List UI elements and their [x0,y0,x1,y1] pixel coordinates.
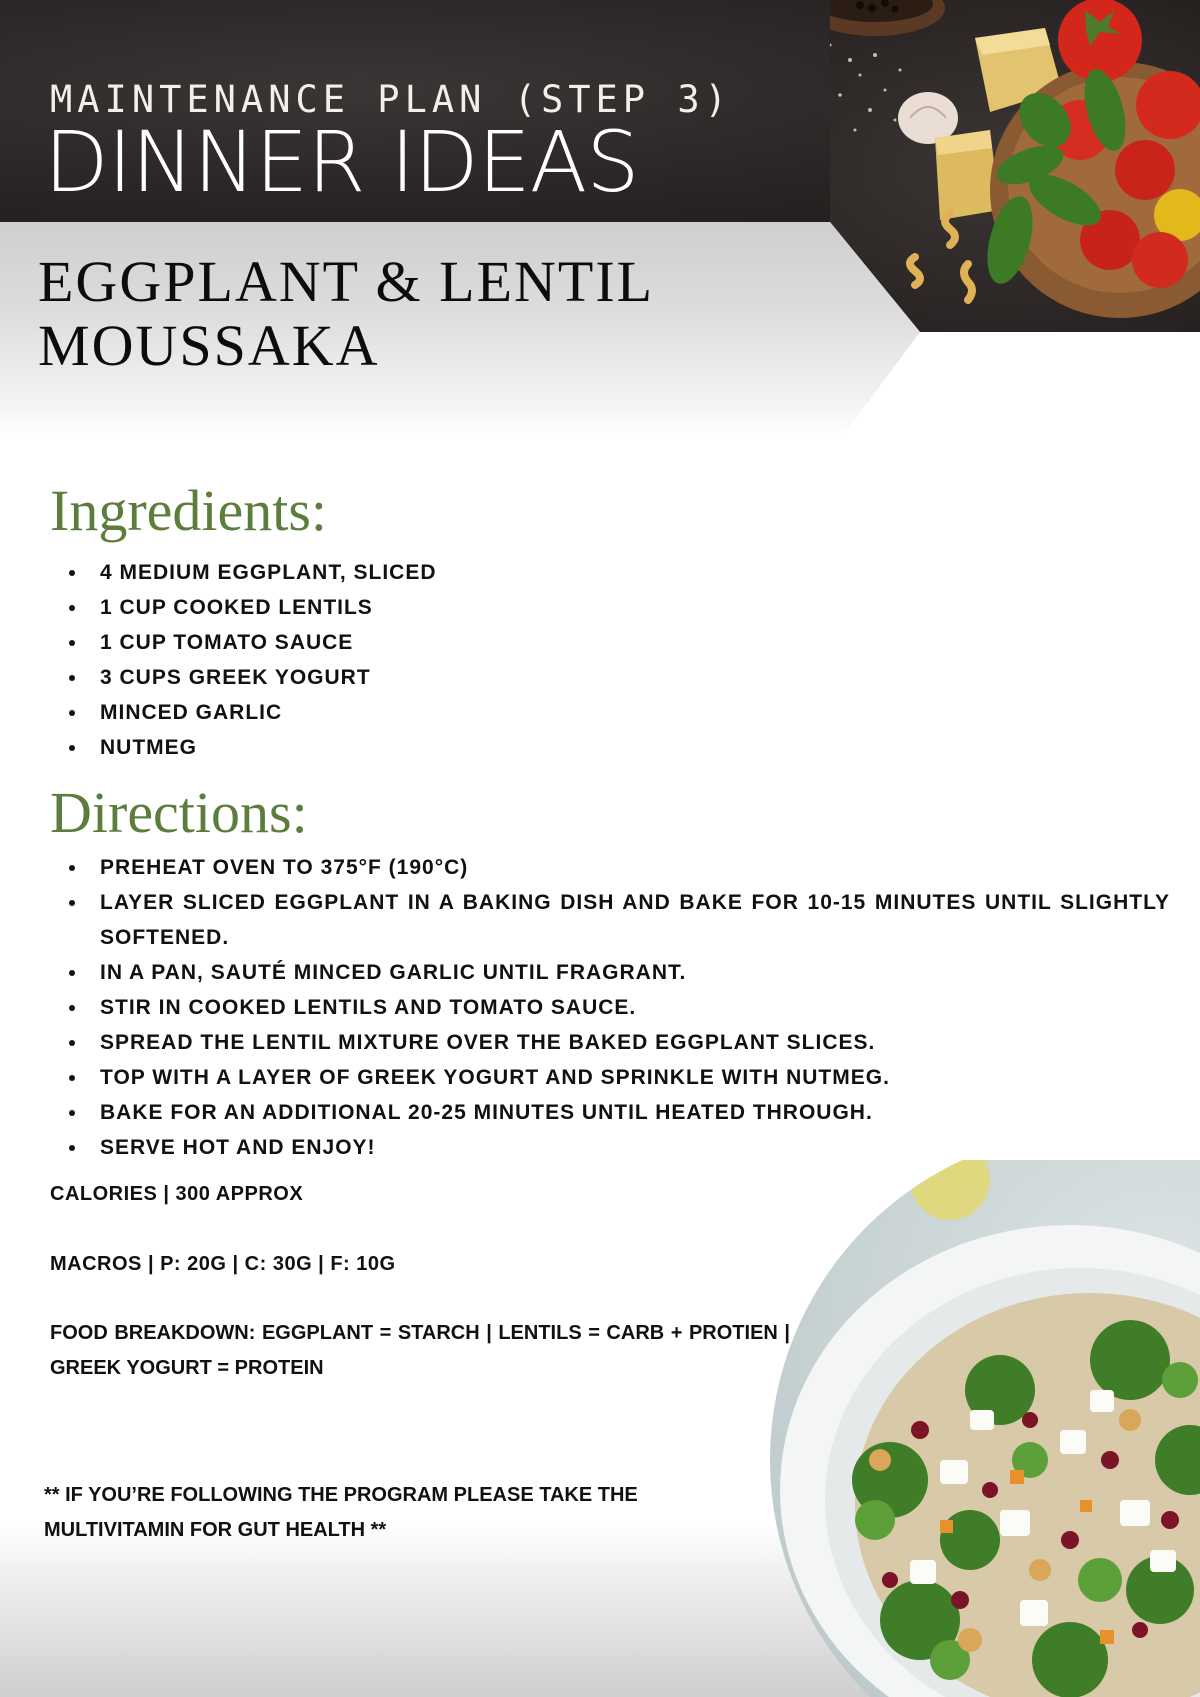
ingredient-item: • 4 MEDIUM EGGPLANT, SLICED [88,555,988,590]
direction-step: • SERVE HOT AND ENJOY! [88,1130,1170,1165]
direction-step: • SPREAD THE LENTIL MIXTURE OVER THE BAKED EGGPLANT SLICES. [88,1025,1170,1060]
directions-heading: Directions: [50,780,308,845]
plan-eyebrow: MAINTENANCE PLAN (STEP 3) [50,78,732,121]
ingredient-item: • 1 CUP COOKED LENTILS [88,590,988,625]
calories-info: CALORIES | 300 APPROX [50,1183,304,1205]
ingredient-item: • MINCED GARLIC [88,695,988,730]
recipe-title-line2: MOUSSAKA [38,313,380,378]
ingredient-item: • 1 CUP TOMATO SAUCE [88,625,988,660]
direction-step: • BAKE FOR AN ADDITIONAL 20-25 MINUTES UNTIL HEATED THROUGH. [88,1095,1170,1130]
directions-list [50,850,1170,1165]
direction-step: • STIR IN COOKED LENTILS AND TOMATO SAUCE. [88,990,1170,1025]
salad-bowl-photo [770,1160,1200,1697]
direction-step: • TOP WITH A LAYER OF GREEK YOGURT AND SPRINKLE WITH NUTMEG. [88,1060,1170,1095]
recipe-title [38,250,654,378]
macros-info: MACROS | P: 20G | C: 30G | F: 10G [50,1253,396,1275]
ingredient-item: • 3 CUPS GREEK YOGURT [88,660,988,695]
recipe-title-line1: EGGPLANT & LENTIL [38,249,655,314]
direction-step: • LAYER SLICED EGGPLANT IN A BAKING DISH AND BAKE FOR 10-15 MINUTES UNTIL SLIGHTLY SOFTENED. [88,885,1170,955]
ingredient-item: • NUTMEG [88,730,988,765]
direction-step: • PREHEAT OVEN TO 375°F (190°C) [88,850,1170,885]
multivitamin-note: ** IF YOU’RE FOLLOWING THE PROGRAM PLEASE TAKE THE MULTIVITAMIN FOR GUT HEALTH ** [44,1484,638,1541]
direction-step: • IN A PAN, SAUTÉ MINCED GARLIC UNTIL FRAGRANT. [88,955,1170,990]
page-title: DINNER IDEAS [44,113,639,211]
food-breakdown: FOOD BREAKDOWN: EGGPLANT = STARCH | LENTILS = CARB + PROTIEN | GREEK YOGURT = PROTEIN [50,1322,790,1379]
ingredients-list [50,555,988,765]
ingredients-heading: Ingredients: [50,478,328,543]
